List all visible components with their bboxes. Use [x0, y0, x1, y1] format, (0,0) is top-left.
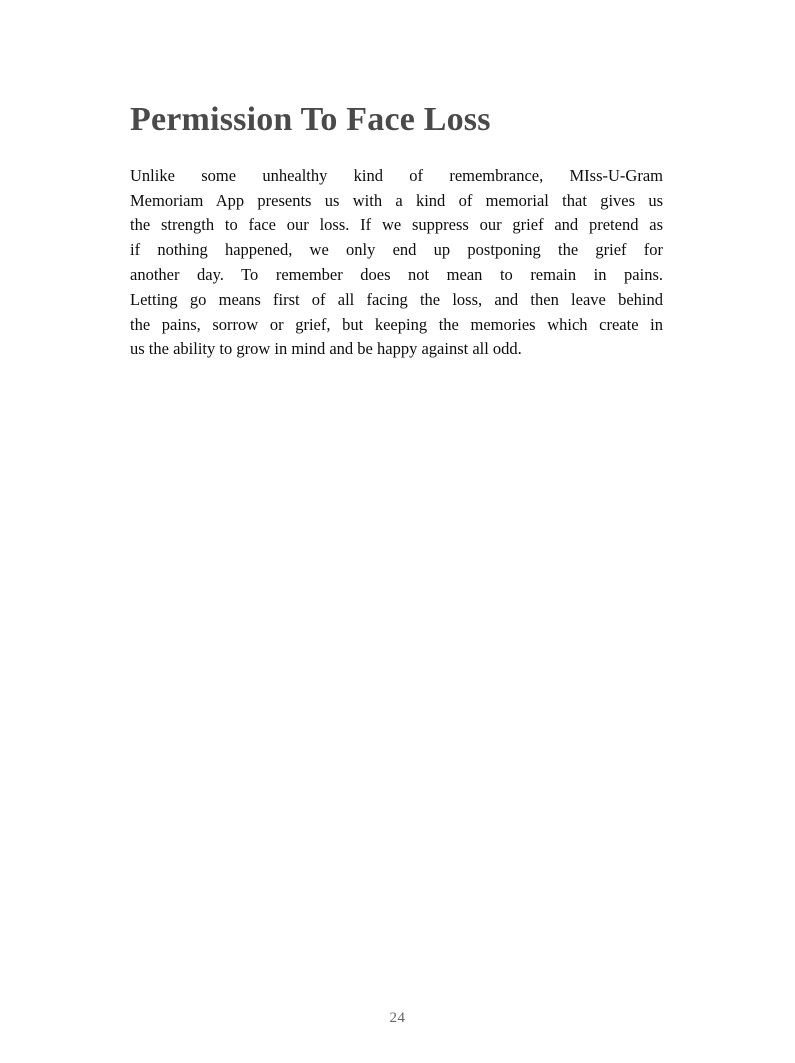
page-number: 24: [389, 1010, 406, 1026]
paragraph-line: Unlike some unhealthy kind of remembrance, MIss-U-Gram: [130, 165, 663, 185]
body-paragraph: [130, 164, 663, 362]
page-footer: [0, 1010, 795, 1027]
page-content: [130, 0, 663, 362]
paragraph-line: us the ability to grow in mind and be happy against all odd.: [130, 339, 522, 359]
paragraph-line: the pains, sorrow or grief, but keeping the memories which create in: [130, 314, 663, 334]
paragraph-line: Memoriam App presents us with a kind of memorial that gives us: [130, 190, 663, 210]
paragraph-line: Letting go means first of all facing the loss, and then leave behind: [130, 289, 663, 309]
paragraph-line: the strength to face our loss. If we suppress our grief and pretend as: [130, 215, 663, 235]
paragraph-line: another day. To remember does not mean to remain in pains.: [130, 264, 663, 284]
paragraph-line: if nothing happened, we only end up postponing the grief for: [130, 240, 663, 260]
page-title: Permission To Face Loss: [130, 101, 491, 138]
